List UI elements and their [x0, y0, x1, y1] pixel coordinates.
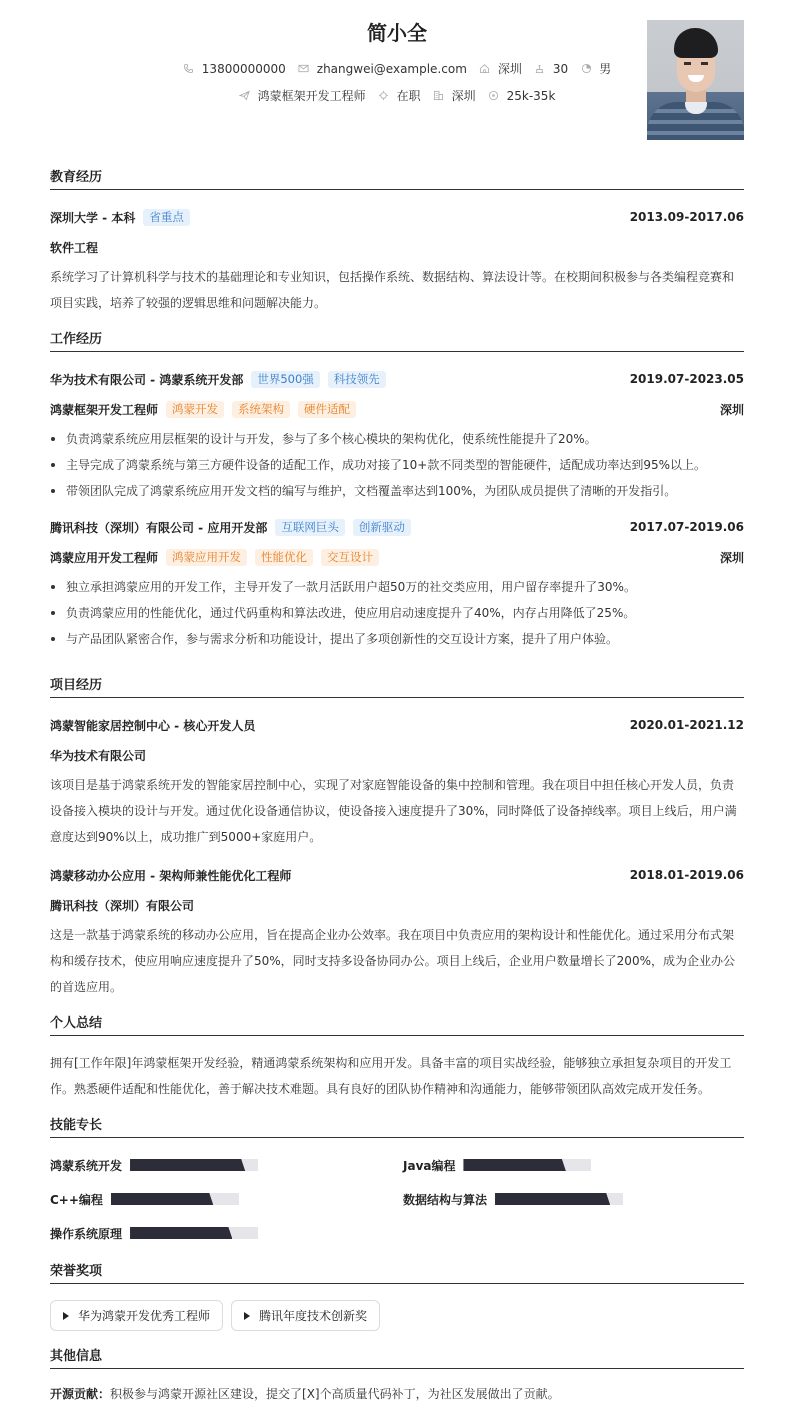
project-name: 鸿蒙智能家居控制中心 - 核心开发人员 — [50, 718, 256, 733]
work-date: 2019.07-2023.05 — [629, 372, 744, 386]
job-status-info: 在职 — [378, 87, 421, 104]
section-title: 其他信息 — [50, 1349, 744, 1369]
candidate-name: 简小全 — [367, 21, 427, 45]
skill-name: Java编程 — [403, 1158, 456, 1173]
project-date: 2020.01-2021.12 — [629, 718, 744, 732]
award-item[interactable]: 华为鸿蒙开发优秀工程师 — [50, 1300, 223, 1331]
status-icon — [378, 90, 390, 102]
position-tag: 硬件适配 — [298, 401, 356, 418]
skill-name: 操作系统原理 — [50, 1226, 123, 1241]
section-title: 个人总结 — [50, 1016, 744, 1036]
city-info: 深圳 — [479, 60, 522, 77]
awards-list — [50, 1284, 744, 1331]
mail-icon — [298, 63, 310, 75]
expand-triangle-icon — [63, 1312, 69, 1320]
company-name: 华为技术有限公司 - 鸿蒙系统开发部 — [50, 372, 244, 387]
age-icon — [534, 63, 546, 75]
projects-section — [50, 678, 744, 1000]
education-section — [50, 170, 744, 316]
education-row — [50, 202, 744, 232]
gender-icon — [580, 63, 592, 75]
skill-bar — [111, 1193, 239, 1205]
building-icon — [433, 90, 445, 102]
phone-info: 13800000000 — [183, 62, 286, 76]
work-bullet: 带领团队完成了鸿蒙系统应用开发文档的编写与维护，文档覆盖率达到100%，为团队成员提供了清晰的开发指引。 — [50, 478, 744, 504]
position-name: 鸿蒙应用开发工程师 — [50, 550, 159, 565]
award-item[interactable]: 腾讯年度技术创新奖 — [231, 1300, 380, 1331]
work-bullet: 负责鸿蒙应用的性能优化，通过代码重构和算法改进，使应用启动速度提升了40%，内存占用降低了25%。 — [50, 600, 744, 626]
section-title: 技能专长 — [50, 1118, 744, 1138]
summary-section — [50, 1016, 744, 1102]
avatar — [647, 20, 744, 140]
gender-info: 男 — [580, 60, 611, 77]
skills-section — [50, 1118, 744, 1250]
work-bullet: 负责鸿蒙系统应用层框架的设计与开发，参与了多个核心模块的架构优化，使系统性能提升了20%。 — [50, 426, 744, 452]
skill-item — [403, 1148, 744, 1182]
summary-text: 拥有[工作年限]年鸿蒙框架开发经验，精通鸿蒙系统架构和应用开发。具备丰富的项目实战经验，能够独立承担复杂项目的开发工作。熟悉硬件适配和性能优化，善于解决技术难题。具有良好的团队协作精神和沟通能力，能够带领团队高效完成开发任务。 — [50, 1056, 732, 1096]
other-info — [50, 1369, 744, 1402]
education-description: 系统学习了计算机科学与技术的基础理论和专业知识，包括操作系统、数据结构、算法设计等。在校期间积极参与各类编程竞赛和项目实践，培养了较强的逻辑思维和问题解决能力。 — [50, 270, 735, 310]
section-title: 教育经历 — [50, 170, 744, 190]
major: 软件工程 — [50, 240, 99, 255]
work-item — [50, 364, 744, 504]
resume-header — [50, 0, 744, 150]
project-item — [50, 710, 744, 850]
position-name: 鸿蒙框架开发工程师 — [50, 402, 159, 417]
skill-item — [50, 1216, 403, 1250]
position-tag: 鸿蒙应用开发 — [166, 549, 247, 566]
other-text: 积极参与鸿蒙开源社区建设，提交了[X]个高质量代码补丁，为社区发展做出了贡献。 — [110, 1387, 560, 1401]
other-label: 开源贡献： — [50, 1387, 111, 1401]
skill-bar — [130, 1159, 258, 1171]
work-date: 2017.07-2019.06 — [629, 520, 744, 534]
work-item — [50, 512, 744, 652]
skill-bar — [495, 1193, 623, 1205]
section-title: 荣誉奖项 — [50, 1264, 744, 1284]
company-tag: 创新驱动 — [353, 519, 411, 536]
position-tag: 性能优化 — [255, 549, 313, 566]
skill-item — [403, 1182, 744, 1216]
project-item — [50, 860, 744, 1000]
other-section — [50, 1349, 744, 1402]
section-title: 项目经历 — [50, 678, 744, 698]
skill-bar — [130, 1227, 258, 1239]
job-target-info: 鸿蒙框架开发工程师 — [239, 87, 366, 104]
email-info: zhangwei@example.com — [298, 62, 467, 76]
work-location: 深圳 — [719, 550, 744, 565]
send-icon — [239, 90, 251, 102]
section-title: 工作经历 — [50, 332, 744, 352]
work-bullet: 与产品团队紧密合作，参与需求分析和功能设计，提出了多项创新性的交互设计方案，提升了用户体验。 — [50, 626, 744, 652]
work-location: 深圳 — [719, 402, 744, 417]
work-city-info: 深圳 — [433, 87, 476, 104]
skill-bar — [463, 1159, 591, 1171]
salary-info: 25k-35k — [488, 89, 556, 103]
position-tag: 鸿蒙开发 — [166, 401, 224, 418]
position-tag: 交互设计 — [321, 549, 379, 566]
project-company: 腾讯科技（深圳）有限公司 — [50, 898, 195, 913]
project-company: 华为技术有限公司 — [50, 748, 147, 763]
project-description: 该项目是基于鸿蒙系统开发的智能家居控制中心，实现了对家庭智能设备的集中控制和管理。我在项目中担任核心开发人员，负责设备接入模块的设计与开发。通过优化设备通信协议，使设备接入速度提升了30%，同时降低了设备掉线率。项目上线后，用户满意度达到90%以上，成功推广到5000+家庭用户。 — [50, 778, 737, 844]
work-bullet: 主导完成了鸿蒙系统与第三方硬件设备的适配工作，成功对接了10+款不同类型的智能硬件，适配成功率达到95%以上。 — [50, 452, 744, 478]
position-tag: 系统架构 — [232, 401, 290, 418]
expand-triangle-icon — [244, 1312, 250, 1320]
school-name: 深圳大学 - 本科 — [50, 210, 136, 225]
skill-name: 鸿蒙系统开发 — [50, 1158, 123, 1173]
contact-row-1 — [50, 60, 744, 77]
skill-name: 数据结构与算法 — [403, 1192, 488, 1207]
salary-icon — [488, 90, 500, 102]
company-tag: 互联网巨头 — [275, 519, 345, 536]
contact-row-2 — [50, 87, 744, 104]
phone-icon — [183, 63, 195, 75]
company-name: 腾讯科技（深圳）有限公司 - 应用开发部 — [50, 520, 268, 535]
school-tag: 省重点 — [143, 209, 190, 226]
skills-grid — [50, 1148, 744, 1250]
age-info: 30 — [534, 62, 568, 76]
skill-item — [50, 1148, 403, 1182]
education-date: 2013.09-2017.06 — [629, 210, 744, 224]
project-name: 鸿蒙移动办公应用 - 架构师兼性能优化工程师 — [50, 868, 292, 883]
project-date: 2018.01-2019.06 — [629, 868, 744, 882]
skill-name: C++编程 — [50, 1192, 103, 1207]
project-description: 这是一款基于鸿蒙系统的移动办公应用，旨在提高企业办公效率。我在项目中负责应用的架构设计和性能优化。通过采用分布式架构和缓存技术，使应用响应速度提升了50%，同时支持多设备协同办公。项目上线后，企业用户数量增长了200%，成为企业办公的首选应用。 — [50, 928, 735, 994]
awards-section — [50, 1264, 744, 1331]
company-tag: 世界500强 — [251, 371, 319, 388]
work-bullet: 独立承担鸿蒙应用的开发工作，主导开发了一款月活跃用户超50万的社交类应用，用户留存率提升了30%。 — [50, 574, 744, 600]
work-section — [50, 332, 744, 652]
skill-item — [50, 1182, 403, 1216]
company-tag: 科技领先 — [328, 371, 386, 388]
home-icon — [479, 63, 491, 75]
